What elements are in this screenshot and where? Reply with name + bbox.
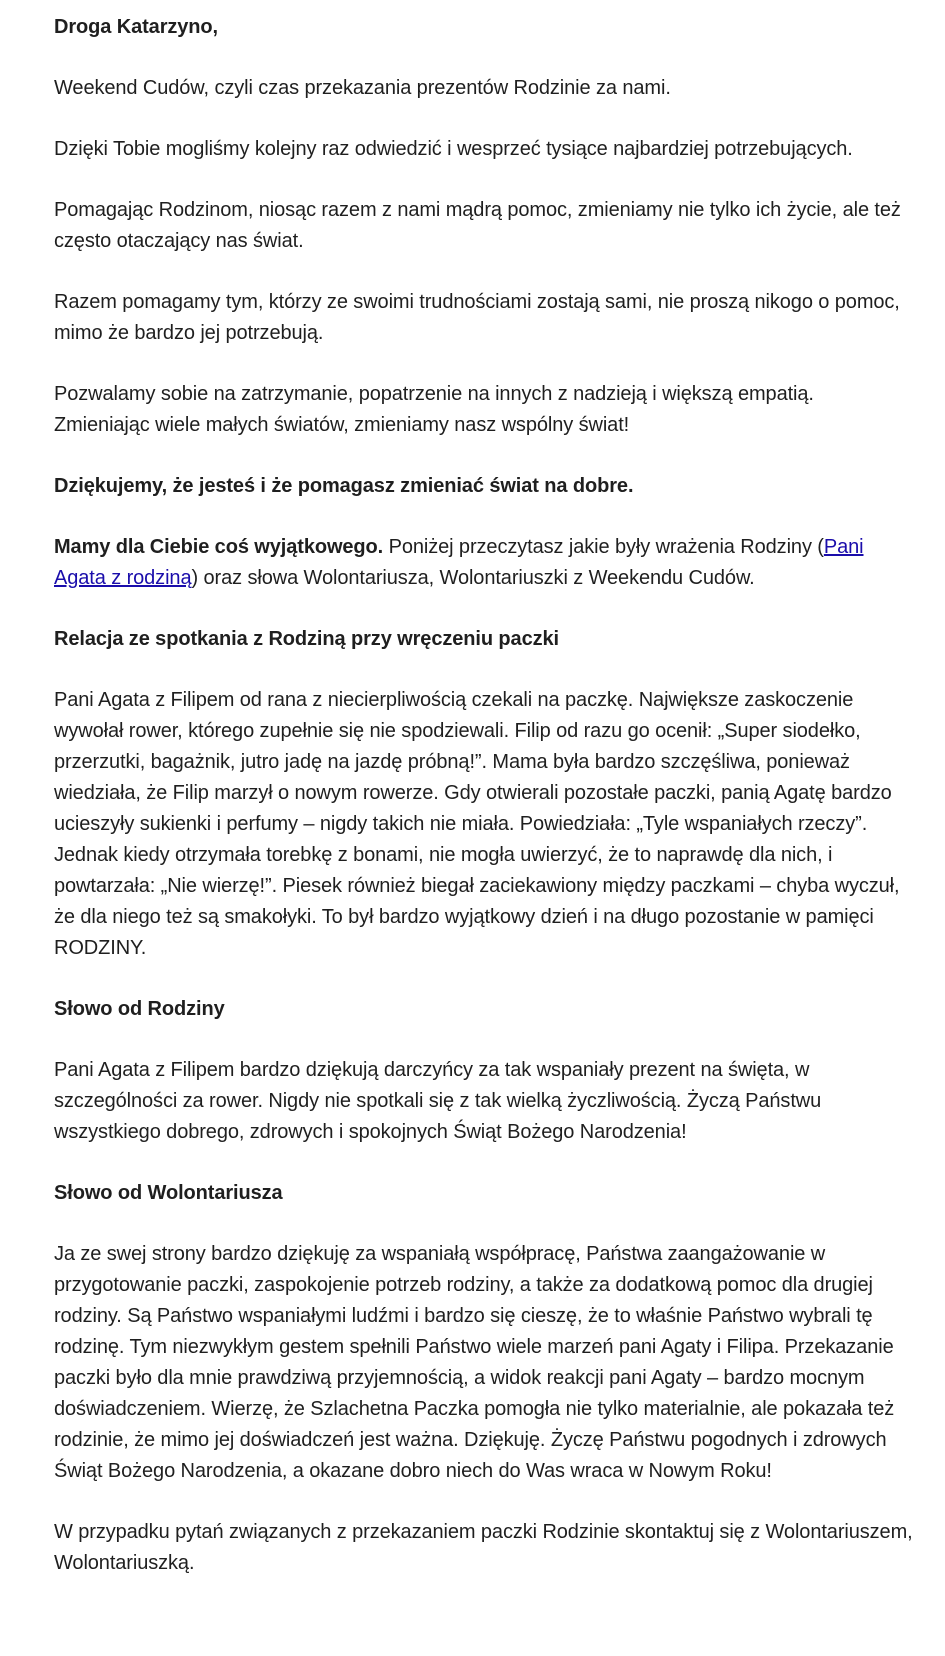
- special-paragraph: [54, 532, 914, 594]
- volunteer-paragraph: Ja ze swej strony bardzo dziękuję za wspaniałą współpracę, Państwa zaangażowanie w przygotowanie paczki, zaspokojenie potrzeb rodziny, a także za dodatkową pomoc dla drugiej rodziny. Są Państwo wspaniałymi ludźmi i bardzo się cieszę, że to właśnie Państwo wybrali tę rodzinę. Tym niezwykłym gestem spełnili Państwo wiele marzeń pani Agaty i Filipa. Przekazanie paczki było dla mnie prawdziwą przyjemnością, a widok reakcji pani Agaty – bardzo mocnym doświadczeniem. Wierzę, że Szlachetna Paczka pomogła nie tylko materialnie, ale pokazała też rodzinie, że mimo jej doświadczeń jest ważna. Dziękuję. Życzę Państwu pogodnych i zdrowych Świąt Bożego Narodzenia, a okazane dobro niech do Was wraca w Nowym Roku!: [54, 1243, 895, 1482]
- contact-paragraph: W przypadku pytań związanych z przekazaniem paczki Rodzinie skontaktuj się z Wolontariuszem, Wolontariuszką.: [54, 1521, 913, 1574]
- volunteer-heading: Słowo od Wolontariusza: [54, 1182, 283, 1204]
- family-link[interactable]: Pani Agata z rodziną: [54, 536, 864, 589]
- together-paragraph: Razem pomagamy tym, którzy ze swoimi trudnościami zostają sami, nie proszą nikogo o pomoc, mimo że bardzo jej potrzebują.: [54, 291, 900, 344]
- family-paragraph: Pani Agata z Filipem bardzo dziękują darczyńcy za tak wspaniały prezent na święta, w szczególności za rower. Nigdy nie spotkali się z tak wielką życzliwością. Życzą Państwu wszystkiego dobrego, zdrowych i spokojnych Świąt Bożego Narodzenia!: [54, 1059, 822, 1143]
- empathy-paragraph: Pozwalamy sobie na zatrzymanie, popatrzenie na innych z nadzieją i większą empatią. Zmieniając wiele małych światów, zmieniamy nasz wspólny świat!: [54, 383, 814, 436]
- family-heading: Słowo od Rodziny: [54, 998, 225, 1020]
- report-heading: Relacja ze spotkania z Rodziną przy wręczeniu paczki: [54, 628, 559, 650]
- special-bold-text: Mamy dla Ciebie coś wyjątkowego.: [54, 536, 384, 558]
- report-paragraph: Pani Agata z Filipem od rana z niecierpliwością czekali na paczkę. Największe zaskoczenie wywołał rower, którego zupełnie się nie spodziewali. Filip od razu go ocenił: „Super siodełko, przerzutki, bagażnik, jutro jadę na jazdę próbną!”. Mama była bardzo szczęśliwa, ponieważ wiedziała, że Filip marzył o nowym rowerze. Gdy otwierali pozostałe paczki, panią Agatę bardzo ucieszyły sukienki i perfumy – nigdy takich nie miała. Powiedziała: „Tyle wspaniałych rzeczy”. Jednak kiedy otrzymała torebkę z bonami, nie mogła uwierzyć, że to naprawdę dla nich, i powtarzała: „Nie wierzę!”. Piesek również biegał zaciekawiony między paczkami – chyba wyczuł, że dla niego też są smakołyki. To był bardzo wyjątkowy dzień i na długo pozostanie w pamięci RODZINY.: [54, 689, 900, 959]
- greeting: Droga Katarzyno,: [54, 16, 218, 38]
- special-text-end: ) oraz słowa Wolontariusza, Wolontariuszki z Weekendu Cudów.: [191, 567, 755, 589]
- thanks-heading: Dziękujemy, że jesteś i że pomagasz zmieniać świat na dobre.: [54, 475, 634, 497]
- email-body: [54, 12, 914, 1579]
- thanks-paragraph: Dzięki Tobie mogliśmy kolejny raz odwiedzić i wesprzeć tysiące najbardziej potrzebujących.: [54, 138, 853, 160]
- intro-paragraph: Weekend Cudów, czyli czas przekazania prezentów Rodzinie za nami.: [54, 77, 671, 99]
- help-paragraph: Pomagając Rodzinom, niosąc razem z nami mądrą pomoc, zmieniamy nie tylko ich życie, ale też często otaczający nas świat.: [54, 199, 901, 252]
- special-text-start: Poniżej przeczytasz jakie były wrażenia Rodziny (: [383, 536, 824, 558]
